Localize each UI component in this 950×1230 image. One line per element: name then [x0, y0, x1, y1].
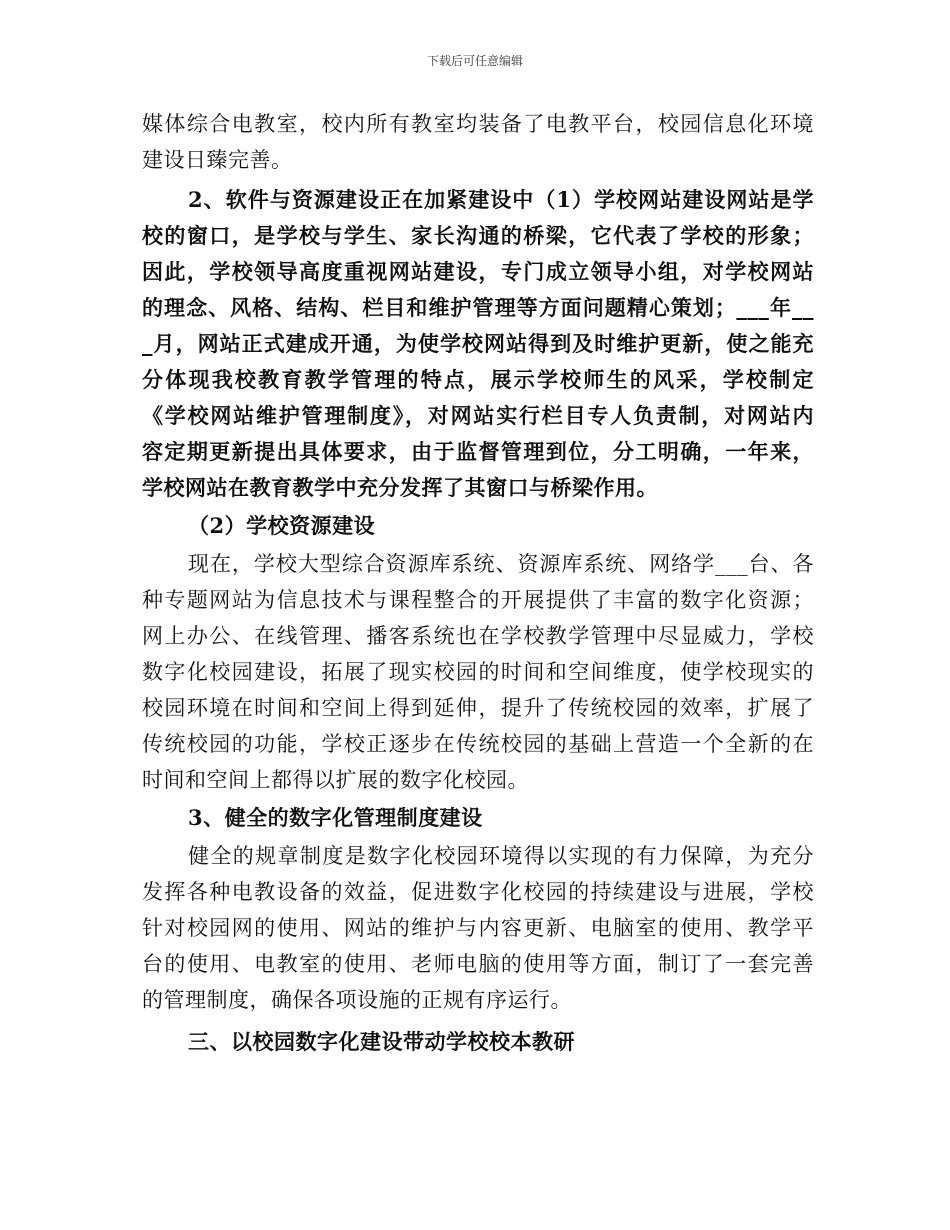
paragraph-infrastructure — [142, 106, 814, 178]
text-line: 健全的规章制度是数字化校园环境得以实现的有力保障，为充分 — [188, 844, 814, 868]
text-line: 的理念、风格、结构、栏目和维护管理等方面问题精心策划；___年__ — [142, 295, 814, 320]
text-line: 2、软件与资源建设正在加紧建设中（1）学校网站建设网站是学 — [188, 187, 814, 212]
text-line: 媒体综合电教室，校内所有教室均装备了电教平台，校园信息化环境 — [142, 112, 814, 136]
text-line: 时间和空间上都得以扩展的数字化校园。 — [142, 768, 529, 792]
text-line: 学校网站在教育教学中充分发挥了其窗口与桥梁作用。 — [142, 475, 658, 500]
page-header-note: 下载后可任意编辑 — [426, 54, 523, 68]
text-line: 针对校园网的使用、网站的维护与内容更新、电脑室的使用、教学平 — [142, 916, 814, 940]
text-line: 现在，学校大型综合资源库系统、资源库系统、网络学___台、各 — [188, 552, 814, 576]
text-line: 数字化校园建设，拓展了现实校园的时间和空间维度，使学校现实的 — [142, 660, 814, 684]
text-line: _月，网站正式建成开通，为使学校网站得到及时维护更新，使之能充 — [142, 331, 814, 356]
text-line: 传统校园的功能，学校正逐步在传统校园的基础上营造一个全新的在 — [142, 732, 814, 756]
text-line: 网上办公、在线管理、播客系统也在学校教学管理中尽显威力，学校 — [142, 624, 814, 648]
document-body — [142, 106, 814, 1062]
subheading-school-resources: （2）学校资源建设 — [188, 513, 376, 538]
section-heading-school-research: 三、以校园数字化建设带动学校校本教研 — [188, 1029, 575, 1054]
paragraph-management-rules — [142, 838, 814, 1018]
subheading-management-system: 3、健全的数字化管理制度建设 — [188, 805, 483, 830]
text-line: 校的窗口，是学校与学生、家长沟通的桥梁，它代表了学校的形象； — [142, 223, 814, 248]
text-line: 种专题网站为信息技术与课程整合的开展提供了丰富的数字化资源； — [142, 588, 814, 612]
text-line: 的管理制度，确保各项设施的正规有序运行。 — [142, 988, 572, 1012]
text-line: 建设日臻完善。 — [142, 148, 293, 172]
text-line: 分体现我校教育教学管理的特点，展示学校师生的风采，学校制定 — [142, 367, 814, 392]
paragraph-software-resources — [142, 182, 814, 506]
text-line: 台的使用、电教室的使用、老师电脑的使用等方面，制订了一套完善 — [142, 952, 814, 976]
text-line: 因此，学校领导高度重视网站建设，专门成立领导小组，对学校网站 — [142, 259, 814, 284]
text-line: 《学校网站维护管理制度》，对网站实行栏目专人负责制，对网站内 — [142, 403, 814, 428]
text-line: 发挥各种电教设备的效益，促进数字化校园的持续建设与进展，学校 — [142, 880, 814, 904]
text-line: 容定期更新提出具体要求，由于监督管理到位，分工明确，一年来， — [142, 439, 814, 464]
text-line: 校园环境在时间和空间上得到延伸，提升了传统校园的效率，扩展了 — [142, 696, 814, 720]
paragraph-digital-resources — [142, 546, 814, 798]
